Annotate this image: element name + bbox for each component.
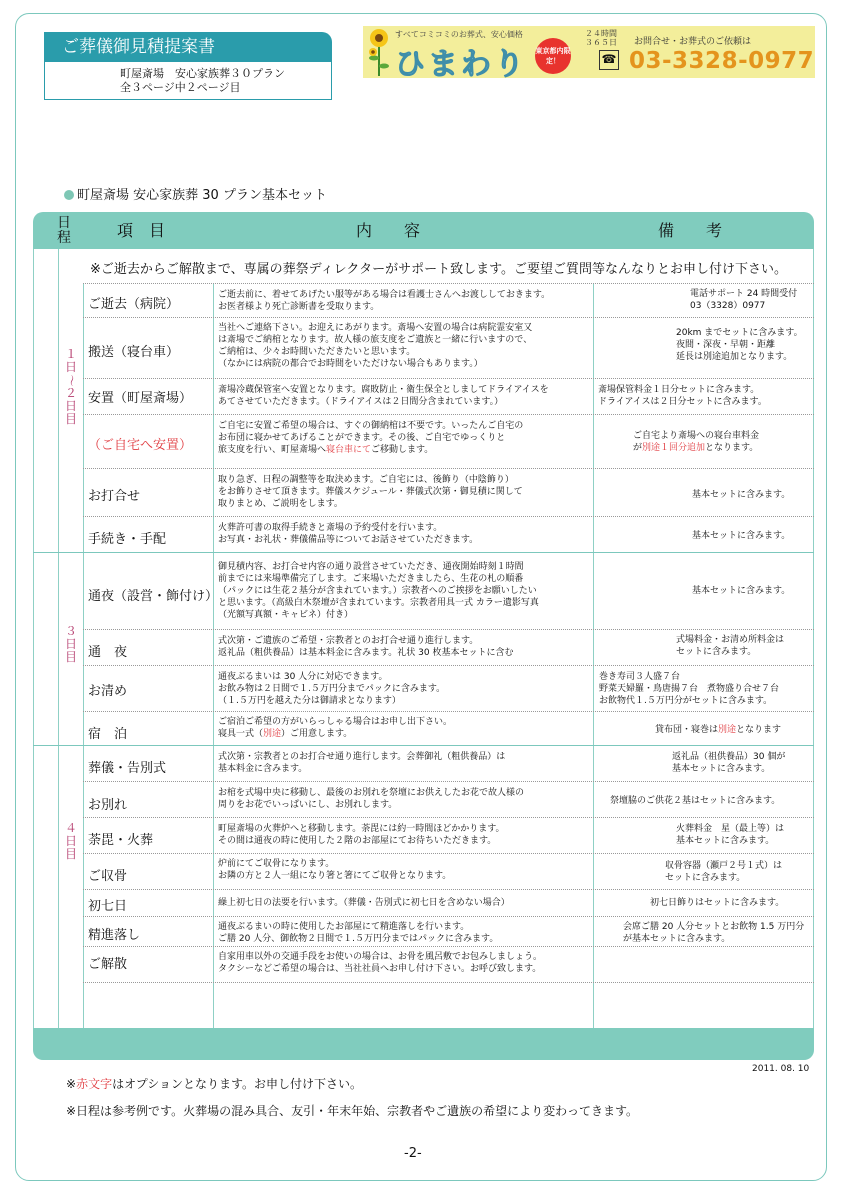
hours-24: ２４時間 xyxy=(585,29,617,38)
tokyo-only-badge: 東京都内限定！ xyxy=(535,38,571,74)
day-label-1-2: １ 日 〜 ２ 日 目 xyxy=(64,347,79,426)
row-content: 当社へご連絡下さい。お迎えにあがります。斎場へ安置の場合は病院霊安室又 は斎場でご納棺となります。故人様の旅支度をご遺族と一緒に行いますので、 ご納棺は、少々お時間いただきたいと思います。 （なかには病院の都合でお時間をいただけない場合もあります。） xyxy=(218,323,533,369)
table-header xyxy=(33,212,814,249)
day-divider xyxy=(33,552,814,553)
header-content: 内 容 xyxy=(356,221,421,240)
row-content: ご宿泊ご希望の方がいらっしゃる場合はお申し出下さい。 寝具一式（別途）ご用意します。 xyxy=(218,717,453,739)
list-item: お打合せ xyxy=(88,489,141,504)
list-item: 安置（町屋斎場） xyxy=(88,391,193,406)
row-divider xyxy=(83,629,814,630)
list-item: 通 夜 xyxy=(88,645,128,660)
row-divider xyxy=(83,468,814,469)
row-remark: ご自宅より斎場への寝台車料金 が別途１回分追加となります。 xyxy=(633,431,760,453)
row-content: 町屋斎場の火葬炉へと移動します。荼毘には約一時間ほどかかります。 その間は通夜の時に使用した２階のお部屋にてお待ちいただきます。 xyxy=(218,824,505,846)
day-divider xyxy=(33,745,814,746)
row-remark: 返礼品（祖供養品）30 個が 基本セットに含みます。 xyxy=(672,752,786,774)
page-number: -2- xyxy=(404,1146,422,1161)
sunflower-icon xyxy=(367,28,391,76)
row-content: 御見積内容、お打合せ内容の通り設営させていただき、通夜開始時刻１時間 前までには来場準備完了します。ご来場いただきましたら、生花の札の順番 （パックには生花２基分が含まれています。）宗教者へのご挨拶をお願いしたい と思います。（高級白木祭壇が含まれています。宗教者用具一式 カラー遺影写真 （光額写真額・キャビネ）付き） xyxy=(218,562,539,620)
plan-name: 町屋斎場 安心家族葬３０プラン xyxy=(120,67,285,80)
row-divider xyxy=(83,916,814,917)
footnote-options: ※赤文字はオプションとなります。お申し付け下さい。 xyxy=(66,1077,363,1091)
section-title: 町屋斎場 安心家族葬 30 プラン基本セット xyxy=(64,184,327,203)
row-remark: 基本セットに含みます。 xyxy=(692,586,791,596)
company-logo-banner xyxy=(363,26,815,82)
list-item: 荼毘・火葬 xyxy=(88,833,154,848)
row-remark: 斎場保管料金１日分セットに含みます。 ドライアイスは２日分セットに含みます。 xyxy=(598,385,767,407)
row-divider xyxy=(83,853,814,854)
row-divider xyxy=(83,711,814,712)
row-content: 火葬許可書の取得手続きと斎場の予約受付を行います。 お写真・お礼状・葬儀備品等についてお話させていただきます。 xyxy=(218,523,479,545)
row-divider xyxy=(83,516,814,517)
row-divider xyxy=(83,378,814,379)
page-count: 全３ページ中２ページ目 xyxy=(120,81,241,94)
row-content: 通夜ぶるまいの時に使用したお部屋にて精進落しを行います。 ご膳 20 人分、御飲物２日間で１.５万円分まではパックに含みます。 xyxy=(218,922,499,944)
list-item: （ご自宅へ安置） xyxy=(88,438,193,453)
row-remark: 基本セットに含みます。 xyxy=(692,490,791,500)
table-footer xyxy=(33,1028,814,1060)
list-item: ご収骨 xyxy=(88,869,128,884)
list-item: 宿 泊 xyxy=(88,727,128,742)
footnote-schedule: ※日程は参考例です。火葬場の混み具合、友引・年末年始、宗教者やご遺族の希望により変わってきます。 xyxy=(66,1104,639,1118)
days-365: ３６５日 xyxy=(585,38,617,47)
row-content: 式次第・宗教者とのお打合せ通り進行します。会葬御礼（粗供養品）は 基本料金に含みます。 xyxy=(218,752,506,774)
list-item: 通夜（設営・飾付け） xyxy=(88,589,219,604)
list-item: 手続き・手配 xyxy=(88,532,167,547)
list-item: お別れ xyxy=(88,798,128,813)
row-divider xyxy=(83,781,814,782)
document-date: 2011. 08. 10 xyxy=(752,1064,810,1074)
row-content: ご逝去前に、着せてあげたい服等がある場合は看護士さんへお渡ししておきます。 お医者様より死亡診断書を受取ります。 xyxy=(218,290,551,312)
row-content: 繰上初七日の法要を行います。（葬儀・告別式に初七日を含めない場合） xyxy=(218,898,510,908)
row-divider xyxy=(83,665,814,666)
row-content: お棺を式場中央に移動し、最後のお別れを祭壇にお供えしたお花で故人様の 周りをお花でいっぱいにし、お別れします。 xyxy=(218,788,525,810)
list-item: 搬送（寝台車） xyxy=(88,345,180,360)
inquiry-label: お問合せ・お葬式のご依頼は xyxy=(634,37,752,47)
column-divider xyxy=(58,249,59,1028)
day-label-4: ４ 日 目 xyxy=(64,821,77,861)
row-remark: 電話サポート 24 時間受付 03（3328）0977 xyxy=(690,289,798,311)
header-day: 日程 xyxy=(57,215,71,246)
phone-icon: ☎ xyxy=(599,50,619,70)
list-item: 初七日 xyxy=(88,899,128,914)
table-border-left xyxy=(33,249,34,1028)
row-divider xyxy=(83,946,814,947)
row-divider xyxy=(83,317,814,318)
row-remark: 祭壇脇のご供花２基はセットに含みます。 xyxy=(610,796,781,806)
row-divider xyxy=(83,889,814,890)
list-item: ご逝去（病院） xyxy=(88,297,180,312)
bullet-dot-icon xyxy=(64,190,74,200)
row-divider xyxy=(83,817,814,818)
row-content: 式次第・ご遺族のご希望・宗教者とのお打合せ通り進行します。 返礼品（粗供養品）は基本料金に含みます。礼状 30 枚基本セットに含む xyxy=(218,636,514,658)
row-remark: 会席ご膳 20 人分セットとお飲物 1.5 万円分 が基本セットに含みます。 xyxy=(623,922,805,944)
list-item: お清め xyxy=(88,684,128,699)
row-content: 通夜ぶるまいは 30 人分に対応できます。 お飲み物は２日間で１.５万円分までパックに含みます。 （１.５万円を越えた分は御請求となります） xyxy=(218,672,446,706)
row-remark: 基本セットに含みます。 xyxy=(692,531,791,541)
row-content: 炉前にてご収骨になります。 お隣の方と２人一組になり箸と箸にてご収骨となります。 xyxy=(218,859,452,881)
row-divider xyxy=(83,982,814,983)
row-divider xyxy=(83,283,814,284)
document-title: ご葬儀御見積提案書 xyxy=(44,32,332,62)
document-subtitle xyxy=(44,62,332,100)
row-content: 斎場冷蔵保管室へ安置となります。腐敗防止・衛生保全としましてドライアイスを あてさせていただきます。（ドライアイスは２日間分含まれています。） xyxy=(218,385,549,407)
support-notice: ※ご逝去からご解散まで、専属の葬祭ディレクターがサポート致します。ご要望ご質問等なんなりとお申し付け下さい。 xyxy=(90,262,788,277)
row-content: 取り急ぎ、日程の調整等を取決めます。ご自宅には、後飾り（中陰飾り） をお飾りさせて頂きます。葬儀スケジュール・葬儀式次第・御見積に関して 取りまとめ、ご説明をします。 xyxy=(218,475,523,509)
logo-name: ひまわり xyxy=(395,47,527,82)
logo-tagline: すべてコミコミのお葬式、安心価格 xyxy=(395,30,523,39)
list-item: 葬儀・告別式 xyxy=(88,761,167,776)
row-content: 自家用車以外の交通手段をお使いの場合は、お骨を風呂敷でお包みしましょう。 タクシーなどご希望の場合は、当社社員へお申し付け下さい。お呼び致します。 xyxy=(218,952,543,974)
list-item: ご解散 xyxy=(88,957,128,972)
list-item: 精進落し xyxy=(88,928,141,943)
row-remark: 巻き寿司３人盛７台 野菜天婦羅・鳥唐揚７台 煮物盛り合せ７台 お飲物代１.５万円分がセットに含みます。 xyxy=(599,672,780,706)
table-border-right xyxy=(813,249,814,1028)
row-remark: 火葬料金 星（最上等）は 基本セットに含みます。 xyxy=(676,824,785,846)
row-divider xyxy=(83,414,814,415)
row-content: ご自宅に安置ご希望の場合は、すぐの御納棺は不要です。いったんご自宅の お布団に寝かせてあげることができます。その後、ご自宅でゆっくりと 旅支度を行い、町屋斎場へ寝台車にてご移動します。 xyxy=(218,421,524,455)
header-item: 項 目 xyxy=(117,221,166,240)
hours-label xyxy=(585,29,617,47)
row-remark: 貸布団・寝巻は別途となります xyxy=(655,725,782,735)
phone-number: 03-3328-0977 xyxy=(629,48,815,74)
row-remark: 20km までセットに含みます。 夜間・深夜・早朝・距離 延長は別途追加となります。 xyxy=(676,328,803,362)
row-remark: 収骨容器（瀬戸２号１式）は セットに含みます。 xyxy=(665,861,783,883)
row-remark: 式場料金・お清め所料金は セットに含みます。 xyxy=(676,635,785,657)
row-remark: 初七日飾りはセットに含みます。 xyxy=(650,898,785,908)
header-remark: 備 考 xyxy=(658,221,723,240)
day-label-3: ３ 日 目 xyxy=(64,624,77,664)
